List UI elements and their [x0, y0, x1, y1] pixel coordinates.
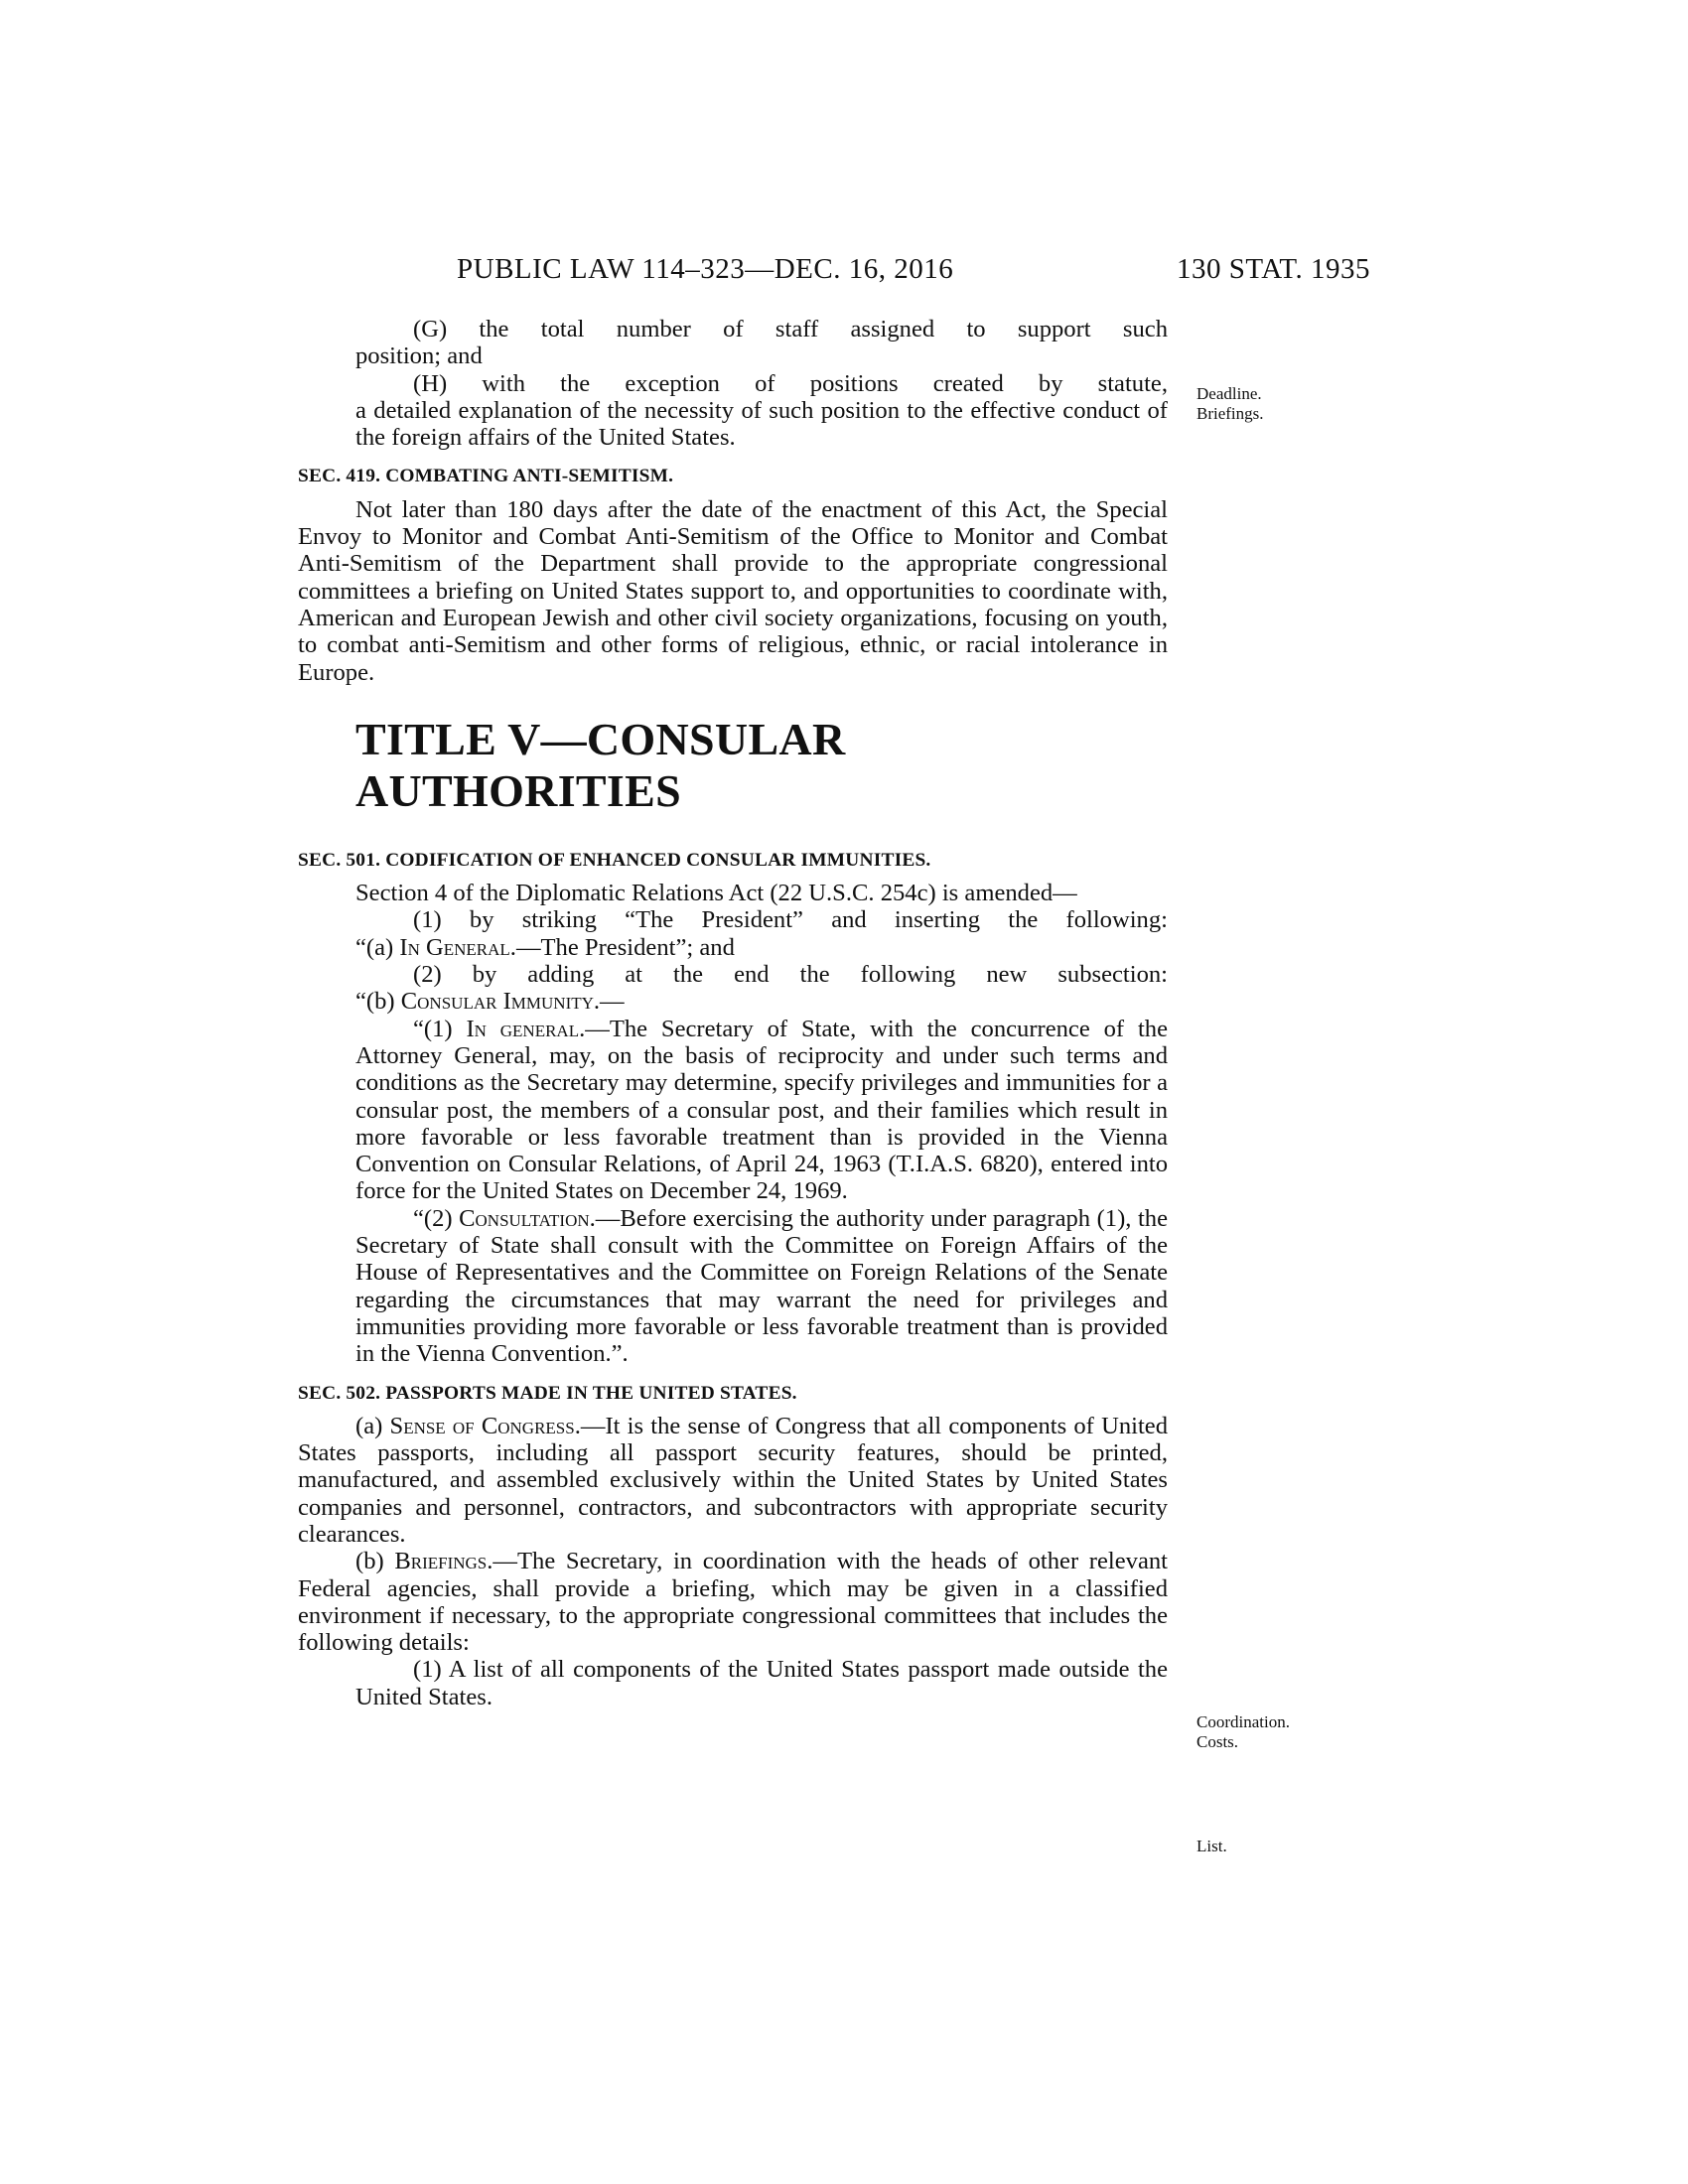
small-caps-heading: Consular Immunity [400, 988, 594, 1016]
header-stat-page: 130 STAT. 1935 [1176, 253, 1370, 285]
margin-note-text: List. [1196, 1837, 1227, 1855]
text-span: .—Before exercising the authority under paragraph (1), the Secretary of State shall consult with the Committee on Foreign Affairs of the House of Representatives and the Committee on Foreign Relations of the Senate regarding the circumstances that may warrant the need for privileges and immunities providing more favorable or less favorable treatment than is provided in the Vienna Convention.”. [355, 1204, 1168, 1368]
section-419-heading: SEC. 419. COMBATING ANTI-SEMITISM. [298, 466, 674, 487]
text-span: “(a) [355, 933, 400, 961]
margin-note-coordination [1196, 1712, 1365, 1752]
section-419-text: Not later than 180 days after the date of the enactment of this Act, the Special Envoy to Monitor and Combat Anti-Semitism of the Office to Monitor and Combat Anti-Semitism of the Department shall provide to the appropriate congressional committees a briefing on United States support to, and opportunities to coordinate with, American and European Jewish and other civil society organizations, focusing on youth, to combat anti-Semitism and other forms of religious, ethnic, or racial intolerance in Europe. [298, 495, 1168, 686]
paragraph-502-b [298, 1548, 1168, 1656]
small-caps-heading: In General [399, 933, 510, 961]
paragraph-502-a [298, 1413, 1168, 1548]
text-span: (b) [355, 1548, 395, 1575]
small-caps-heading: Consultation [459, 1204, 590, 1232]
paragraph-502-b1: (1) A list of all components of the United States passport made outside the United States. [355, 1656, 1168, 1710]
main-text-column [298, 316, 1168, 1710]
small-caps-heading: Sense of Congress [389, 1412, 575, 1439]
text-span: “(b) [355, 988, 401, 1016]
paragraph-g-cont: position; and [355, 342, 483, 370]
text-span: .— [593, 988, 625, 1016]
section-501-heading: SEC. 501. CODIFICATION OF ENHANCED CONSULAR IMMUNITIES. [298, 849, 931, 871]
paragraph-501-2-cont [298, 988, 1168, 1015]
margin-note-text: Costs. [1196, 1732, 1239, 1751]
paragraph-g: (G) the total number of staff assigned to support such [413, 316, 1168, 342]
margin-note-text: Coordination. [1196, 1712, 1290, 1731]
margin-note-text: Deadline. [1196, 384, 1262, 403]
small-caps-heading: Briefings [394, 1548, 488, 1575]
margin-note-list [1196, 1837, 1365, 1856]
paragraph-501-1: (1) by striking “The President” and inserting the following: [413, 906, 1168, 934]
paragraph-501-2: (2) by adding at the end the following new subsection: [413, 961, 1168, 989]
margin-note-text: Briefings. [1196, 404, 1264, 423]
small-caps-heading: In general [466, 1015, 580, 1042]
margin-note-deadline [1196, 384, 1365, 424]
section-502-heading: SEC. 502. PASSPORTS MADE IN THE UNITED STATES. [298, 1382, 797, 1404]
header-public-law: PUBLIC LAW 114–323—DEC. 16, 2016 [457, 253, 954, 285]
paragraph-501-1-cont [298, 934, 1168, 961]
section-501-intro: Section 4 of the Diplomatic Relations Act (22 U.S.C. 254c) is amended— [355, 880, 1077, 907]
paragraph-h: (H) with the exception of positions created by statute, [413, 369, 1168, 397]
text-span: .—The Secretary of State, with the concurrence of the Attorney General, may, on the basis of reciprocity and under such terms and conditions as the Secretary may determine, specify privileges and immunities for a consular post, the members of a consular post, and their families which result in more favorable or less favorable treatment than is provided in the Vienna Convention on Consular Relations, of April 24, 1963 (T.I.A.S. 6820), entered into force for the United States on December 24, 1969. [355, 1015, 1168, 1205]
text-span: “(2) [413, 1204, 460, 1232]
text-span: .—The President”; and [509, 933, 735, 961]
paragraph-501-b2 [298, 1205, 1168, 1368]
title-v-heading: TITLE V—CONSULAR AUTHORITIES [355, 713, 846, 816]
paragraph-h-cont: a detailed explanation of the necessity of such position to the effective conduct of the foreign affairs of the United States. [355, 396, 1168, 452]
text-span: (a) [355, 1412, 390, 1439]
text-span: .—It is the sense of Congress that all components of United States passports, including all passport security features, should be printed, manufactured, and assembled exclusively within the United States by United States companies and personnel, contractors, and subcontractors with appropriate security clearances. [298, 1412, 1168, 1548]
text-span: .—The Secretary, in coordination with the heads of other relevant Federal agencies, shall provide a briefing, which may be given in a classified environment if necessary, to the appropriate congressional committees that includes the following details: [298, 1548, 1168, 1657]
paragraph-501-b1 [298, 1016, 1168, 1205]
text-span: “(1) [413, 1015, 467, 1042]
